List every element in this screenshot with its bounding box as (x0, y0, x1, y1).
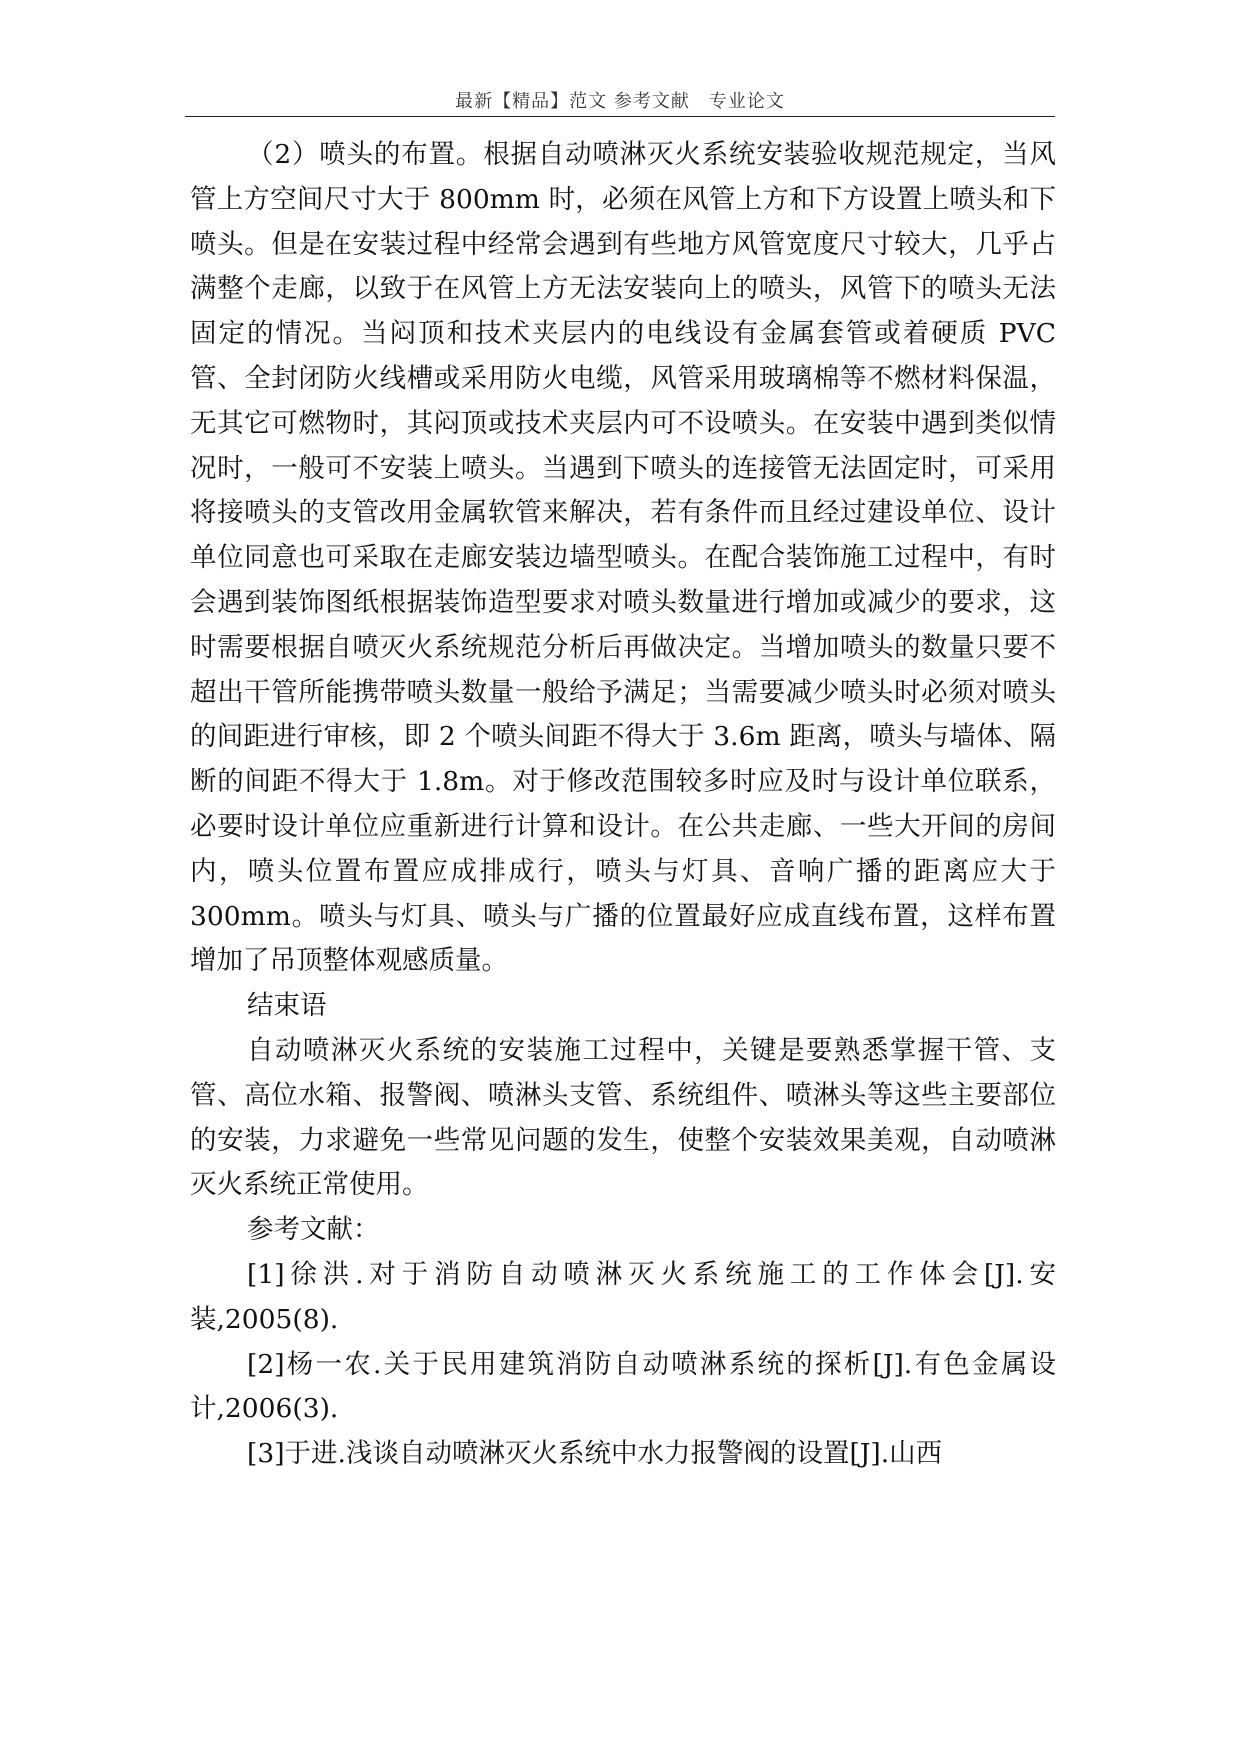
conclusion-paragraph: 自动喷淋灭火系统的安装施工过程中，关键是要熟悉掌握干管、支管、高位水箱、报警阀、喷淋头支管、系统组件、喷淋头等这些主要部位的安装，力求避免一些常见问题的发生，使整个安装效果美观，自动喷淋灭火系统正常使用。 (190, 1034, 1056, 1201)
reference-item-3: [3]于进.浅谈自动喷淋灭火系统中水力报警阀的设置[J].山西 (247, 1438, 943, 1470)
header-divider (185, 116, 1055, 117)
page-header: 最新【精品】范文 参考文献 专业论文 (455, 91, 785, 112)
paragraph-nozzle-layout: （2）喷头的布置。根据自动喷淋灭火系统安装验收规范规定，当风管上方空间尺寸大于 800mm 时，必须在风管上方和下方设置上喷头和下喷头。但是在安装过程中经常会遇到有些地方风管宽度尺寸较大，几乎占满整个走廊，以致于在风管上方无法安装向上的喷头，风管下的喷头无法固定的情况。当闷顶和技术夹层内的电线设有金属套管或着硬质 PVC 管、全封闭防火线槽或采用防火电缆，风管采用玻璃棉等不燃材料保温，无其它可燃物时，其闷顶或技术夹层内可不设喷头。在安装中遇到类似情况时，一般可不安装上喷头。当遇到下喷头的连接管无法固定时，可采用将接喷头的支管改用金属软管来解决，若有条件而且经过建设单位、设计单位同意也可采取在走廊安装边墙型喷头。在配合装饰施工过程中，有时会遇到装饰图纸根据装饰造型要求对喷头数量进行增加或减少的要求，这时需要根据自喷灭火系统规范分析后再做决定。当增加喷头的数量只要不超出干管所能携带喷头数量一般给予满足；当需要减少喷头时必须对喷头的间距进行审核，即 2 个喷头间距不得大于 3.6m 距离，喷头与墙体、隔断的间距不得大于 1.8m。对于修改范围较多时应及时与设计单位联系，必要时设计单位应重新进行计算和设计。在公共走廊、一些大开间的房间内，喷头位置布置应成排成行，喷头与灯具、音响广播的距离应大于 300mm。喷头与灯具、喷头与广播的位置最好应成直线布置，这样布置增加了吊顶整体观感质量。 (190, 139, 1056, 977)
references-heading: 参考文献： (247, 1214, 380, 1246)
conclusion-heading: 结束语 (247, 990, 327, 1022)
reference-item-1: [1]徐洪.对于消防自动喷淋灭火系统施工的工作体会[J].安装,2005(8). (190, 1258, 1056, 1335)
reference-item-2: [2]杨一农.关于民用建筑消防自动喷淋系统的探析[J].有色金属设计,2006(3). (190, 1348, 1056, 1425)
document-body (190, 133, 1056, 1477)
